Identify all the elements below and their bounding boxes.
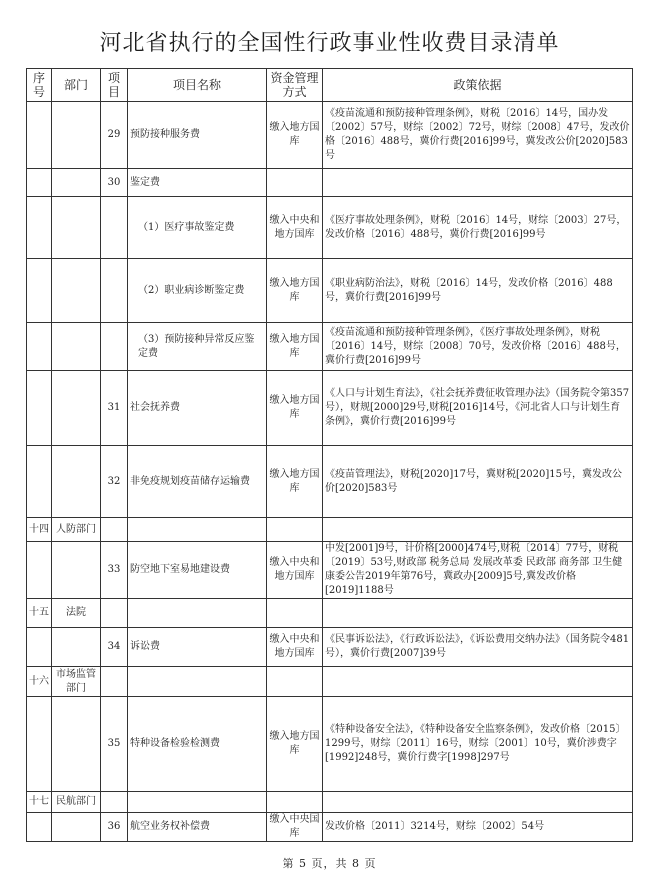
dept-cell (52, 102, 101, 169)
department-row (27, 599, 633, 628)
policy-basis-cell: 《职业病防治法》，财税〔2016〕14号，发改价格〔2016〕488号，冀价行费[2016]99号 (323, 259, 633, 323)
item-no-cell: 31 (101, 371, 128, 446)
fund-mgmt-cell: 缴入地方国库 (267, 371, 323, 446)
seq-cell: 十六 (27, 667, 52, 697)
seq-cell (27, 197, 52, 259)
dept-cell (52, 542, 101, 599)
table-row (27, 259, 633, 323)
page-title: 河北省执行的全国性行政事业性收费目录清单 (99, 31, 560, 56)
dept-cell: 人防部门 (52, 518, 101, 542)
item-name-cell: （3）预防接种异常反应鉴定费 (128, 323, 267, 371)
department-row (27, 518, 633, 542)
dept-cell (52, 197, 101, 259)
fund-mgmt-cell (267, 518, 323, 542)
dept-cell (52, 697, 101, 792)
dept-cell: 市场监管部门 (52, 667, 101, 697)
fund-mgmt-cell: 缴入中央和地方国库 (267, 197, 323, 259)
table-row (27, 813, 633, 842)
item-no-cell (101, 197, 128, 259)
fund-mgmt-cell (267, 599, 323, 628)
fund-mgmt-cell (267, 792, 323, 813)
item-name-cell (128, 518, 267, 542)
dept-cell (52, 259, 101, 323)
table-row (27, 446, 633, 518)
seq-cell (27, 446, 52, 518)
table-row (27, 323, 633, 371)
table-header-row (27, 69, 633, 102)
header-seq: 序号 (27, 69, 52, 102)
policy-basis-cell (323, 169, 633, 197)
policy-basis-cell: 《疫苗流通和预防接种管理条例》，《医疗事故处理条例》，财税〔2016〕14号，财综〔2008〕70号，发改价格〔2016〕488号，冀价行费[2016]99号 (323, 323, 633, 371)
table-row (27, 542, 633, 599)
dept-cell (52, 323, 101, 371)
item-name-cell: 诉讼费 (128, 628, 267, 667)
fee-catalog-table (26, 68, 633, 842)
seq-cell: 十五 (27, 599, 52, 628)
item-no-cell: 29 (101, 102, 128, 169)
fund-mgmt-cell (267, 667, 323, 697)
dept-cell: 法院 (52, 599, 101, 628)
policy-basis-cell: 《特种设备安全法》，《特种设备安全监察条例》，发改价格〔2015〕1299号，财综〔2011〕16号，财综〔2001〕10号，冀价涉费字[1992]248号，冀价行费字[1998]297号 (323, 697, 633, 792)
policy-basis-cell (323, 792, 633, 813)
item-name-cell: （2）职业病诊断鉴定费 (128, 259, 267, 323)
item-name-cell: 非免疫规划疫苗储存运输费 (128, 446, 267, 518)
item-no-cell (101, 518, 128, 542)
seq-cell: 十四 (27, 518, 52, 542)
seq-cell (27, 542, 52, 599)
item-no-cell (101, 599, 128, 628)
policy-basis-cell: 《民事诉讼法》，《行政诉讼法》，《诉讼费用交纳办法》（国务院令481号），冀价行费[2007]39号 (323, 628, 633, 667)
item-name-cell: 社会抚养费 (128, 371, 267, 446)
dept-cell (52, 371, 101, 446)
item-name-cell: 预防接种服务费 (128, 102, 267, 169)
item-name-cell: （1）医疗事故鉴定费 (128, 197, 267, 259)
policy-basis-cell: 《疫苗管理法》，财税[2020]17号，冀财税[2020]15号，冀发改公价[2020]583号 (323, 446, 633, 518)
department-row (27, 792, 633, 813)
policy-basis-cell: 《疫苗流通和预防接种管理条例》，财税〔2016〕14号，国办发〔2002〕57号，财综〔2002〕72号，财综〔2008〕47号，发改价格〔2016〕488号，冀价行费[2016]99号，冀发改公价[2020]583号 (323, 102, 633, 169)
seq-cell (27, 371, 52, 446)
item-no-cell (101, 792, 128, 813)
item-name-cell: 航空业务权补偿费 (128, 813, 267, 842)
seq-cell (27, 697, 52, 792)
item-name-cell (128, 792, 267, 813)
table-row (27, 628, 633, 667)
header-dept: 部门 (52, 69, 101, 102)
fund-mgmt-cell: 缴入地方国库 (267, 102, 323, 169)
policy-basis-cell (323, 599, 633, 628)
table-row (27, 197, 633, 259)
policy-basis-cell: 《医疗事故处理条例》，财税〔2016〕14号，财综〔2003〕27号，发改价格〔2016〕488号，冀价行费[2016]99号 (323, 197, 633, 259)
item-name-cell: 特种设备检验检测费 (128, 697, 267, 792)
policy-basis-cell (323, 667, 633, 697)
table-row (27, 371, 633, 446)
table-row (27, 697, 633, 792)
item-name-cell: 鉴定费 (128, 169, 267, 197)
fund-mgmt-cell: 缴入地方国库 (267, 697, 323, 792)
policy-basis-cell: 中发[2001]9号，计价格[2000]474号,财税〔2014〕77号，财税〔2019〕53号,财政部 税务总局 发展改革委 民政部 商务部 卫生健康委公告2019年第76号，冀政办[2009]5号,冀发改价格[2019]1188号 (323, 542, 633, 599)
table-row (27, 169, 633, 197)
table-row (27, 102, 633, 169)
dept-cell (52, 813, 101, 842)
item-no-cell: 36 (101, 813, 128, 842)
item-no-cell (101, 259, 128, 323)
policy-basis-cell: 《人口与计划生育法》，《社会抚养费征收管理办法》（国务院令第357号），财规[2000]29号,财税[2016]14号，《河北省人口与计划生育条例》，冀价行费[2016]99号 (323, 371, 633, 446)
page-number: 第 5 页，共 8 页 (282, 857, 377, 870)
fund-mgmt-cell: 缴入地方国库 (267, 446, 323, 518)
seq-cell (27, 323, 52, 371)
item-name-cell: 防空地下室易地建设费 (128, 542, 267, 599)
item-no-cell: 34 (101, 628, 128, 667)
fund-mgmt-cell: 缴入地方国库 (267, 323, 323, 371)
header-policy-basis: 政策依据 (323, 69, 633, 102)
item-no-cell: 30 (101, 169, 128, 197)
seq-cell (27, 813, 52, 842)
department-row (27, 667, 633, 697)
item-name-cell (128, 667, 267, 697)
policy-basis-cell: 发改价格〔2011〕3214号，财综〔2002〕54号 (323, 813, 633, 842)
item-no-cell (101, 667, 128, 697)
item-no-cell (101, 323, 128, 371)
dept-cell (52, 169, 101, 197)
policy-basis-cell (323, 518, 633, 542)
seq-cell: 十七 (27, 792, 52, 813)
seq-cell (27, 259, 52, 323)
item-no-cell: 32 (101, 446, 128, 518)
item-no-cell: 33 (101, 542, 128, 599)
fund-mgmt-cell: 缴入中央和地方国库 (267, 542, 323, 599)
header-item-no: 项目 (101, 69, 128, 102)
header-fund-mgmt: 资金管理方式 (267, 69, 323, 102)
fund-mgmt-cell: 缴入地方国库 (267, 259, 323, 323)
seq-cell (27, 102, 52, 169)
dept-cell: 民航部门 (52, 792, 101, 813)
item-no-cell: 35 (101, 697, 128, 792)
item-name-cell (128, 599, 267, 628)
header-item-name: 项目名称 (128, 69, 267, 102)
dept-cell (52, 628, 101, 667)
fund-mgmt-cell: 缴入中央和地方国库 (267, 628, 323, 667)
seq-cell (27, 628, 52, 667)
seq-cell (27, 169, 52, 197)
fund-mgmt-cell: 缴入中央国库 (267, 813, 323, 842)
fund-mgmt-cell (267, 169, 323, 197)
dept-cell (52, 446, 101, 518)
